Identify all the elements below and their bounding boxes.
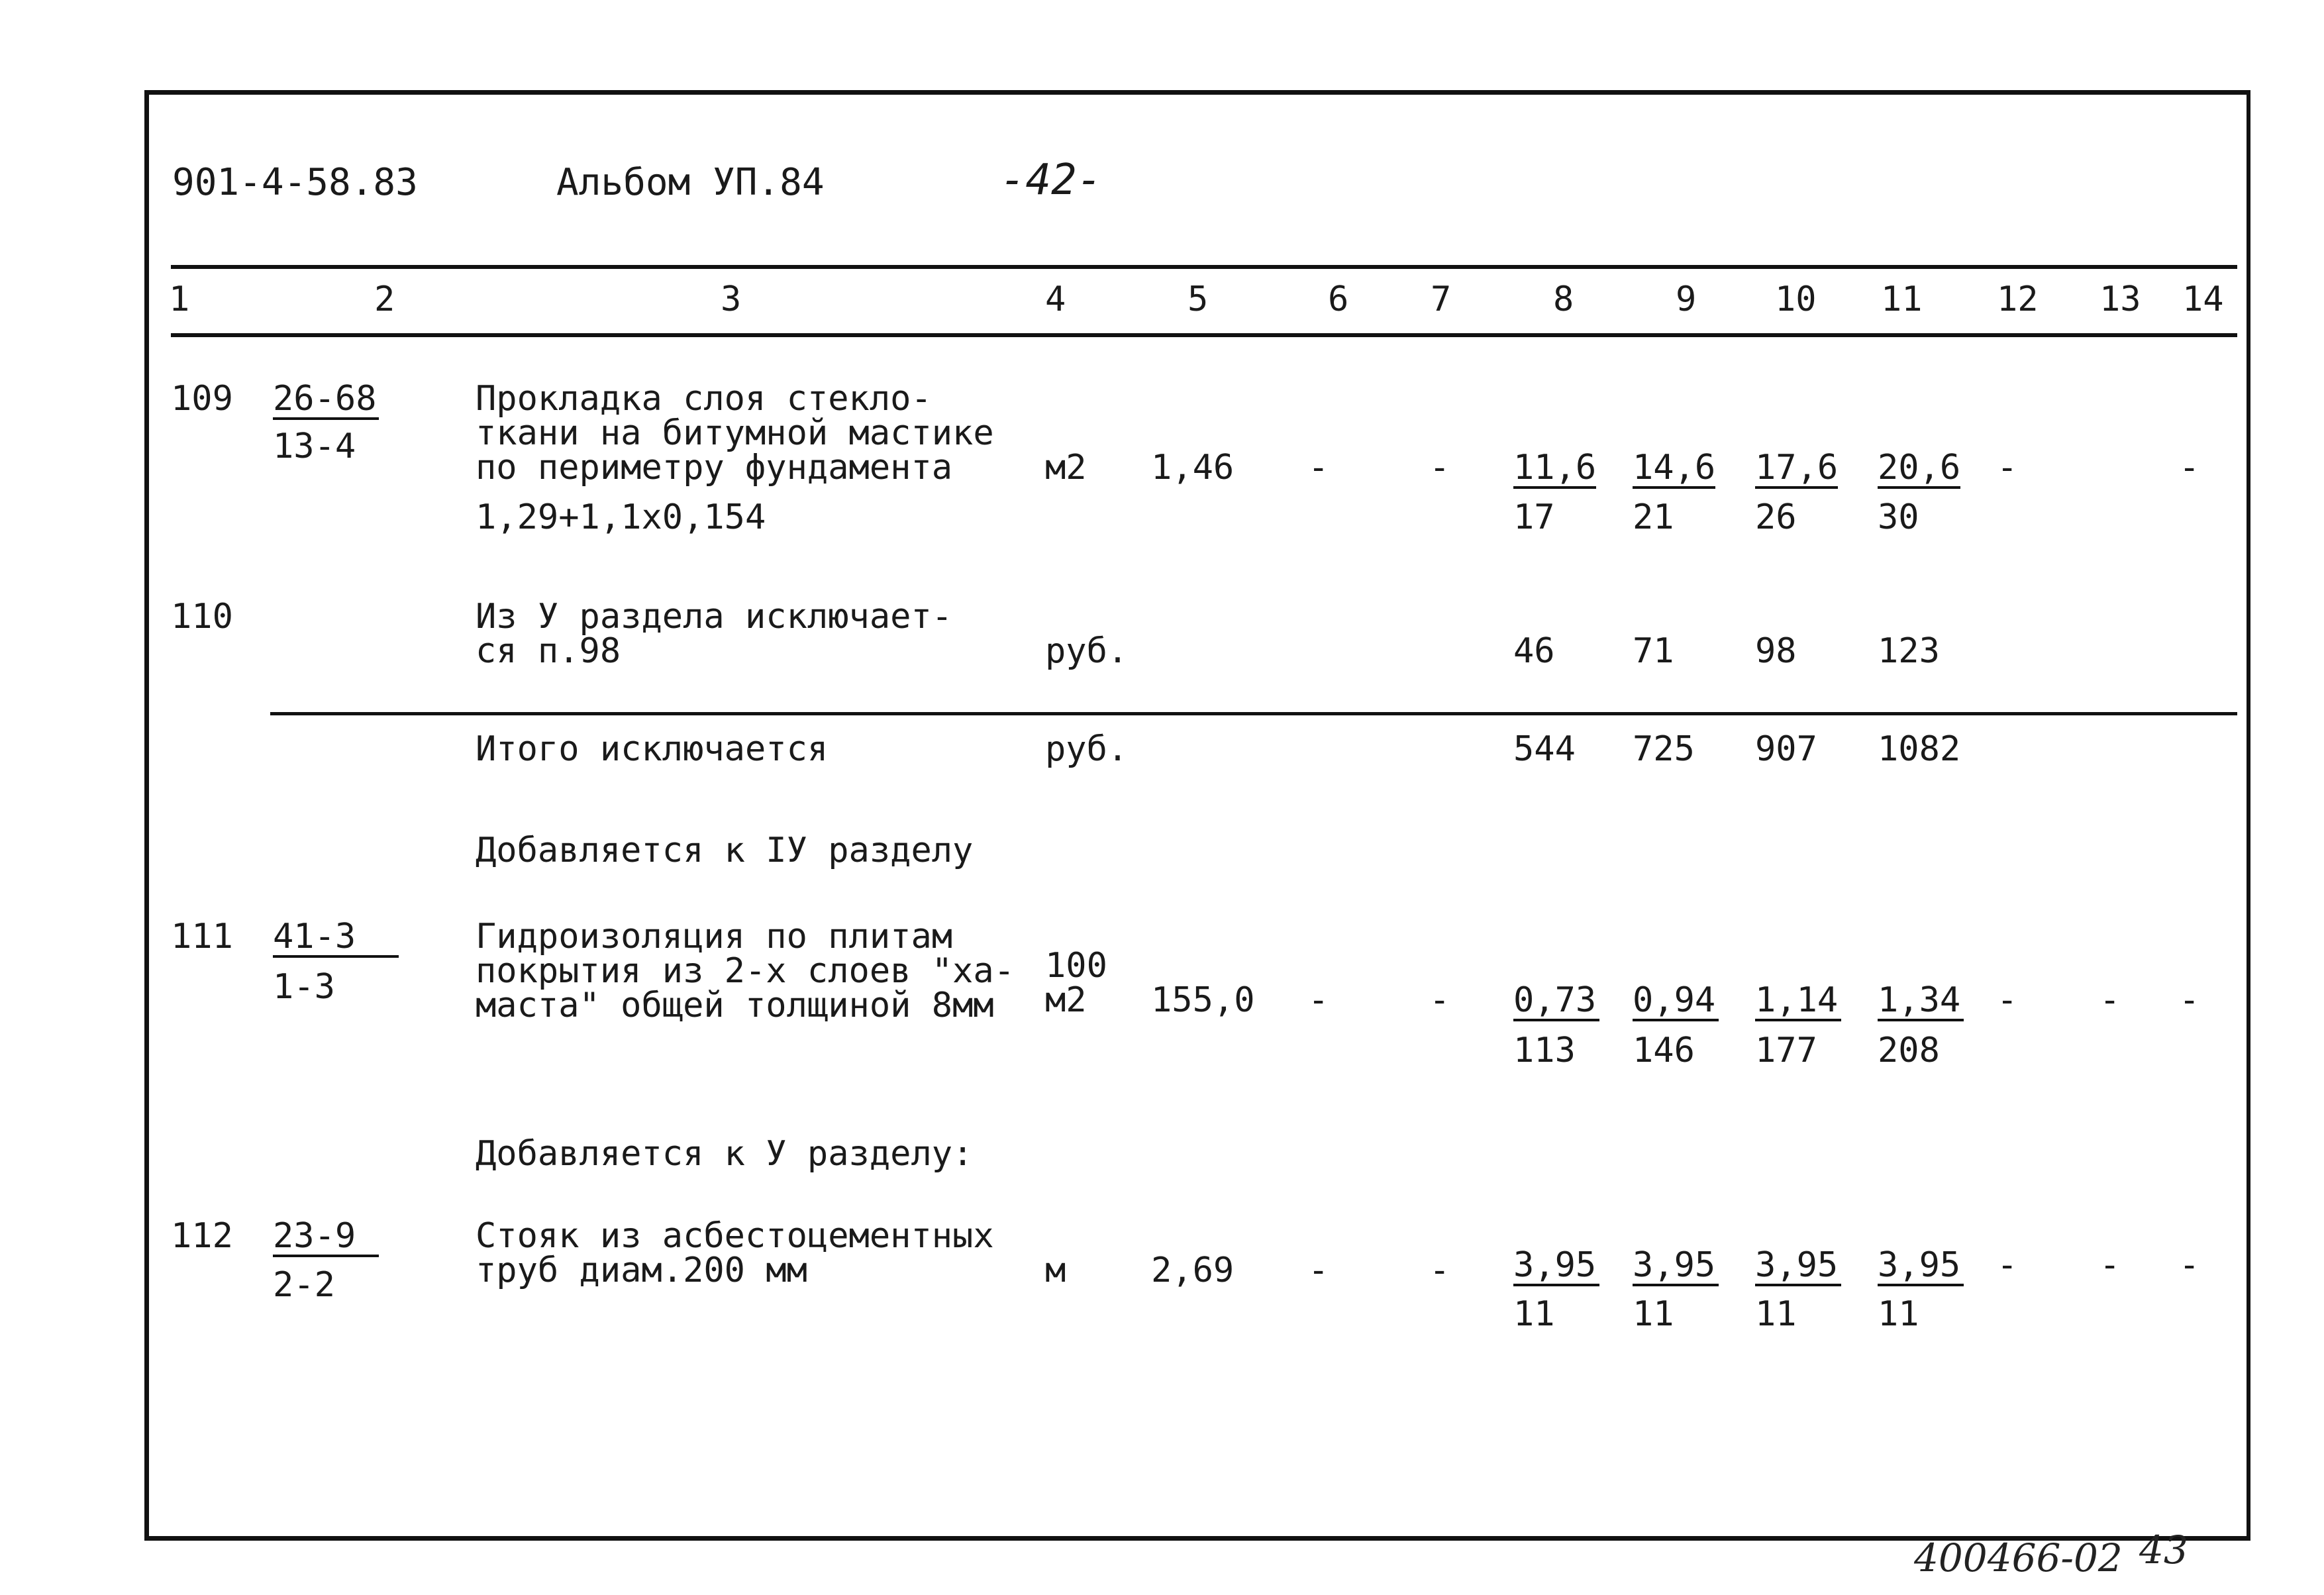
col-header-5: 5: [1187, 280, 1209, 319]
row-109-col11-top: 20,6: [1878, 448, 1961, 488]
row-109-col9-top: 14,6: [1633, 448, 1716, 488]
row-109-col8-bottom: 17: [1513, 497, 1555, 537]
row-111-col10-top: 1,14: [1755, 980, 1839, 1020]
row-112-desc-line-2: труб диам.200 мм: [476, 1251, 807, 1290]
row-109-col12: -: [1997, 448, 2018, 488]
total-col11: 1082: [1878, 729, 1961, 769]
row-112-ref-top: 23-9: [273, 1216, 356, 1256]
row-112-col6: -: [1308, 1251, 1329, 1290]
row-109-col8-rule: [1513, 486, 1596, 489]
row-111-col11-rule: [1878, 1019, 1964, 1021]
row-111-col9-rule: [1633, 1019, 1719, 1021]
row-112-col10-top: 3,95: [1755, 1245, 1839, 1285]
row-112-col13: -: [2099, 1245, 2121, 1285]
row-111-col11-top: 1,34: [1878, 980, 1961, 1020]
row-112-col11-top: 3,95: [1878, 1245, 1961, 1285]
row-111-col13: -: [2099, 980, 2121, 1020]
total-unit: руб.: [1045, 729, 1129, 769]
row-111-col7: -: [1429, 980, 1450, 1020]
row-111-ref-bottom: 1-3: [273, 967, 335, 1007]
col-header-9: 9: [1676, 280, 1697, 319]
row-112-col11-rule: [1878, 1284, 1964, 1286]
row-109-col8-top: 11,6: [1513, 448, 1597, 488]
row-112-desc-line-1: Стояк из асбестоцементных: [476, 1216, 994, 1256]
col-header-10: 10: [1775, 280, 1817, 319]
handwritten-code: 400466-02: [1914, 1535, 2123, 1580]
row-109-col10-bottom: 26: [1755, 497, 1797, 537]
section-4-heading: Добавляется к IУ разделу: [476, 831, 974, 870]
row-112-col14: -: [2179, 1245, 2200, 1285]
row-111-desc-line-3: маста" общей толщиной 8мм: [476, 986, 994, 1025]
row-109-col11-bottom: 30: [1878, 497, 1919, 537]
row-112-unit: м: [1045, 1251, 1066, 1290]
row-110-unit: руб.: [1045, 631, 1129, 671]
section-5-heading: Добавляется к У разделу:: [476, 1134, 974, 1174]
col-header-4: 4: [1045, 280, 1066, 319]
row-111-unit-bottom: м2: [1045, 980, 1087, 1020]
row-109-col10-top: 17,6: [1755, 448, 1839, 488]
total-col9: 725: [1633, 729, 1695, 769]
col-header-1: 1: [169, 280, 190, 319]
col-header-12: 12: [1997, 280, 2039, 319]
row-111-ref-rule: [273, 955, 399, 958]
total-col8: 544: [1513, 729, 1576, 769]
row-112-ref-rule: [273, 1255, 379, 1257]
row-110-desc-line-2: ся п.98: [476, 631, 621, 671]
col-header-11: 11: [1881, 280, 1923, 319]
row-110-number: 110: [171, 597, 233, 637]
row-112-col9-rule: [1633, 1284, 1719, 1286]
row-111-col12: -: [1997, 980, 2018, 1020]
row-112-col8-rule: [1513, 1284, 1599, 1286]
row-111-col11-bottom: 208: [1878, 1031, 1940, 1070]
row-112-number: 112: [171, 1216, 233, 1256]
total-col10: 907: [1755, 729, 1817, 769]
row-112-ref-bottom: 2-2: [273, 1265, 335, 1305]
row-109-ref-top: 26-68: [273, 379, 377, 419]
row-109-number: 109: [171, 379, 233, 419]
col-header-2: 2: [374, 280, 395, 319]
row-112-col8-top: 3,95: [1513, 1245, 1597, 1285]
row-109-col9-rule: [1633, 486, 1715, 489]
row-110-col10: 98: [1755, 631, 1797, 671]
row-111-col8-top: 0,73: [1513, 980, 1597, 1020]
row-109-ref-bottom: 13-4: [273, 427, 356, 466]
row-110-col11: 123: [1878, 631, 1940, 671]
row-112-col9-top: 3,95: [1633, 1245, 1716, 1285]
row-112-price: 2,69: [1151, 1251, 1235, 1290]
row-111-col8-rule: [1513, 1019, 1599, 1021]
row-112-col9-bottom: 11: [1633, 1294, 1674, 1334]
row-111-col10-bottom: 177: [1755, 1031, 1817, 1070]
page-number: -42-: [1000, 156, 1103, 205]
row-109-ref-rule: [273, 417, 379, 420]
document-code: 901-4-58.83: [172, 161, 418, 204]
col-header-7: 7: [1431, 280, 1452, 319]
row-109-col14: -: [2179, 448, 2200, 488]
row-110-col9: 71: [1633, 631, 1674, 671]
row-111-unit-top: 100: [1045, 946, 1107, 986]
row-111-col9-bottom: 146: [1633, 1031, 1695, 1070]
album-title: Альбом УП.84: [556, 161, 825, 204]
row-111-col9-top: 0,94: [1633, 980, 1716, 1020]
total-rule: [270, 712, 2237, 715]
col-header-13: 13: [2099, 280, 2141, 319]
row-112-col8-bottom: 11: [1513, 1294, 1555, 1334]
row-112-col7: -: [1429, 1251, 1450, 1290]
col-header-8: 8: [1553, 280, 1574, 319]
row-112-col11-bottom: 11: [1878, 1294, 1919, 1334]
row-110-col8: 46: [1513, 631, 1555, 671]
row-109-desc-line-3: по периметру фундамента: [476, 448, 953, 488]
row-111-col14: -: [2179, 980, 2200, 1020]
header-top-rule: [171, 265, 2237, 269]
col-header-6: 6: [1328, 280, 1349, 319]
row-111-col10-rule: [1755, 1019, 1841, 1021]
row-109-col11-rule: [1878, 486, 1960, 489]
row-109-desc-line-4: 1,29+1,1х0,154: [476, 497, 766, 537]
col-header-3: 3: [721, 280, 742, 319]
total-label: Итого исключается: [476, 729, 829, 769]
row-109-unit: м2: [1045, 448, 1087, 488]
row-112-col10-bottom: 11: [1755, 1294, 1797, 1334]
row-111-price: 155,0: [1151, 980, 1255, 1020]
row-109-col9-bottom: 21: [1633, 497, 1674, 537]
col-header-14: 14: [2182, 280, 2224, 319]
row-111-col8-bottom: 113: [1513, 1031, 1576, 1070]
row-111-col6: -: [1308, 980, 1329, 1020]
row-109-col7: -: [1429, 448, 1450, 488]
header-bottom-rule: [171, 333, 2237, 337]
row-111-number: 111: [171, 917, 233, 956]
row-111-desc-line-1: Гидроизоляция по плитам: [476, 917, 953, 956]
row-109-desc-line-1: Прокладка слоя стекло-: [476, 379, 932, 419]
row-112-col10-rule: [1755, 1284, 1841, 1286]
row-109-price: 1,46: [1151, 448, 1235, 488]
row-109-desc-line-2: ткани на битумной мастике: [476, 413, 994, 453]
row-109-col6: -: [1308, 448, 1329, 488]
row-112-col12: -: [1997, 1245, 2018, 1285]
row-110-desc-line-1: Из У раздела исключает-: [476, 597, 953, 637]
row-109-col10-rule: [1755, 486, 1838, 489]
row-111-desc-line-2: покрытия из 2-х слоев "ха-: [476, 951, 1015, 991]
handwritten-page: 43: [2139, 1527, 2188, 1572]
row-111-ref-top: 41-3: [273, 917, 356, 956]
